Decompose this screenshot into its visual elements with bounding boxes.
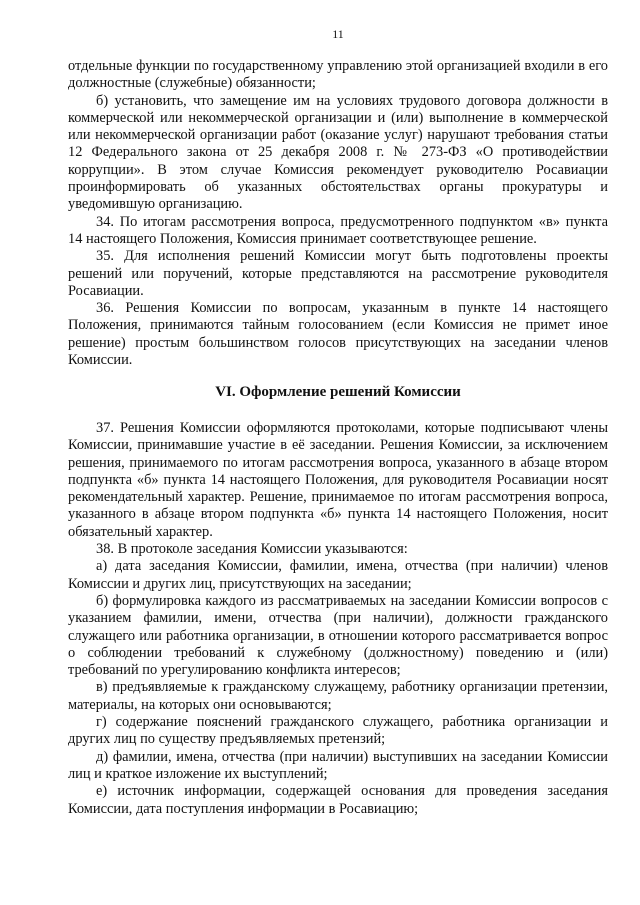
text-block-bottom xyxy=(68,420,608,818)
paragraph-38g: г) содержание пояснений гражданского служащего, работника организации и других лиц по существу предъявляемых претензий; xyxy=(68,714,608,748)
page-number: 11 xyxy=(332,27,344,41)
paragraph-34: 34. По итогам рассмотрения вопроса, предусмотренного подпунктом «в» пункта 14 настоящего Положения, Комиссия принимает соответствующее решение. xyxy=(68,213,608,247)
paragraph-38b: б) формулировка каждого из рассматриваемых на заседании Комиссии вопросов с указанием фамилии, имени, отчества (при наличии), должности гражданского служащего или работника организации, в отношении которого рассматривается вопрос о соблюдении требований к служебному (должностному) поведению и (или) требований по урегулированию конфликта интересов; xyxy=(68,592,608,679)
paragraph-33b: б) установить, что замещение им на условиях трудового договора должности в коммерческой или некоммерческой организации и (или) выполнение в коммерческой или некоммерческой организации работ (оказание услуг) нарушают требования статьи 12 Федерального закона от 25 декабря 2008 г. № 273-ФЗ «О противодействии коррупции». В этом случае Комиссия рекомендует руководителю Росавиации проинформировать об указанных обстоятельствах органы прокуратуры и уведомившую организацию. xyxy=(68,92,608,213)
paragraph-35: 35. Для исполнения решений Комиссии могут быть подготовлены проекты решений или поручений, которые представляются на рассмотрение руководителя Росавиации. xyxy=(68,248,608,299)
paragraph-38v: в) предъявляемые к гражданскому служащему, работнику организации претензии, материалы, на которых они основываются; xyxy=(68,679,608,713)
paragraph-37: 37. Решения Комиссии оформляются протоколами, которые подписывают члены Комиссии, принимавшие участие в её заседании. Решения Комиссии, за исключением решения, принимаемого по итогам рассмотрения вопроса, указанного в абзаце втором подпункта «б» пункта 14 настоящего Положения, для руководителя Росавиации носят рекомендательный характер. Решение, принимаемое по итогам рассмотрения вопроса, указанного в абзаце втором подпункта «б» пункта 14 настоящего Положения, носит обязательный характер. xyxy=(68,420,608,540)
section-heading: VI. Оформление решений Комиссии xyxy=(215,384,461,400)
paragraph-36: 36. Решения Комиссии по вопросам, указанным в пункте 14 настоящего Положения, принимаются тайным голосованием (если Комиссия не примет иное решение) простым большинством голосов присутствующих на заседании членов Комиссии. xyxy=(68,300,608,369)
paragraph-38: 38. В протоколе заседания Комиссии указываются: xyxy=(96,541,408,558)
paragraph-38e: е) источник информации, содержащей основания для проведения заседания Комиссии, дата поступления информации в Росавиацию; xyxy=(68,783,608,817)
text-block-top xyxy=(68,58,608,369)
paragraph-continuation: отдельные функции по государственному управлению этой организацией входили в его должностные (служебные) обязанности; xyxy=(68,58,608,92)
paragraph-38a: а) дата заседания Комиссии, фамилии, имена, отчества (при наличии) членов Комиссии и других лиц, присутствующих на заседании; xyxy=(68,558,608,592)
paragraph-38d: д) фамилии, имена, отчества (при наличии) выступивших на заседании Комиссии лиц и краткое изложение их выступлений; xyxy=(68,748,608,782)
